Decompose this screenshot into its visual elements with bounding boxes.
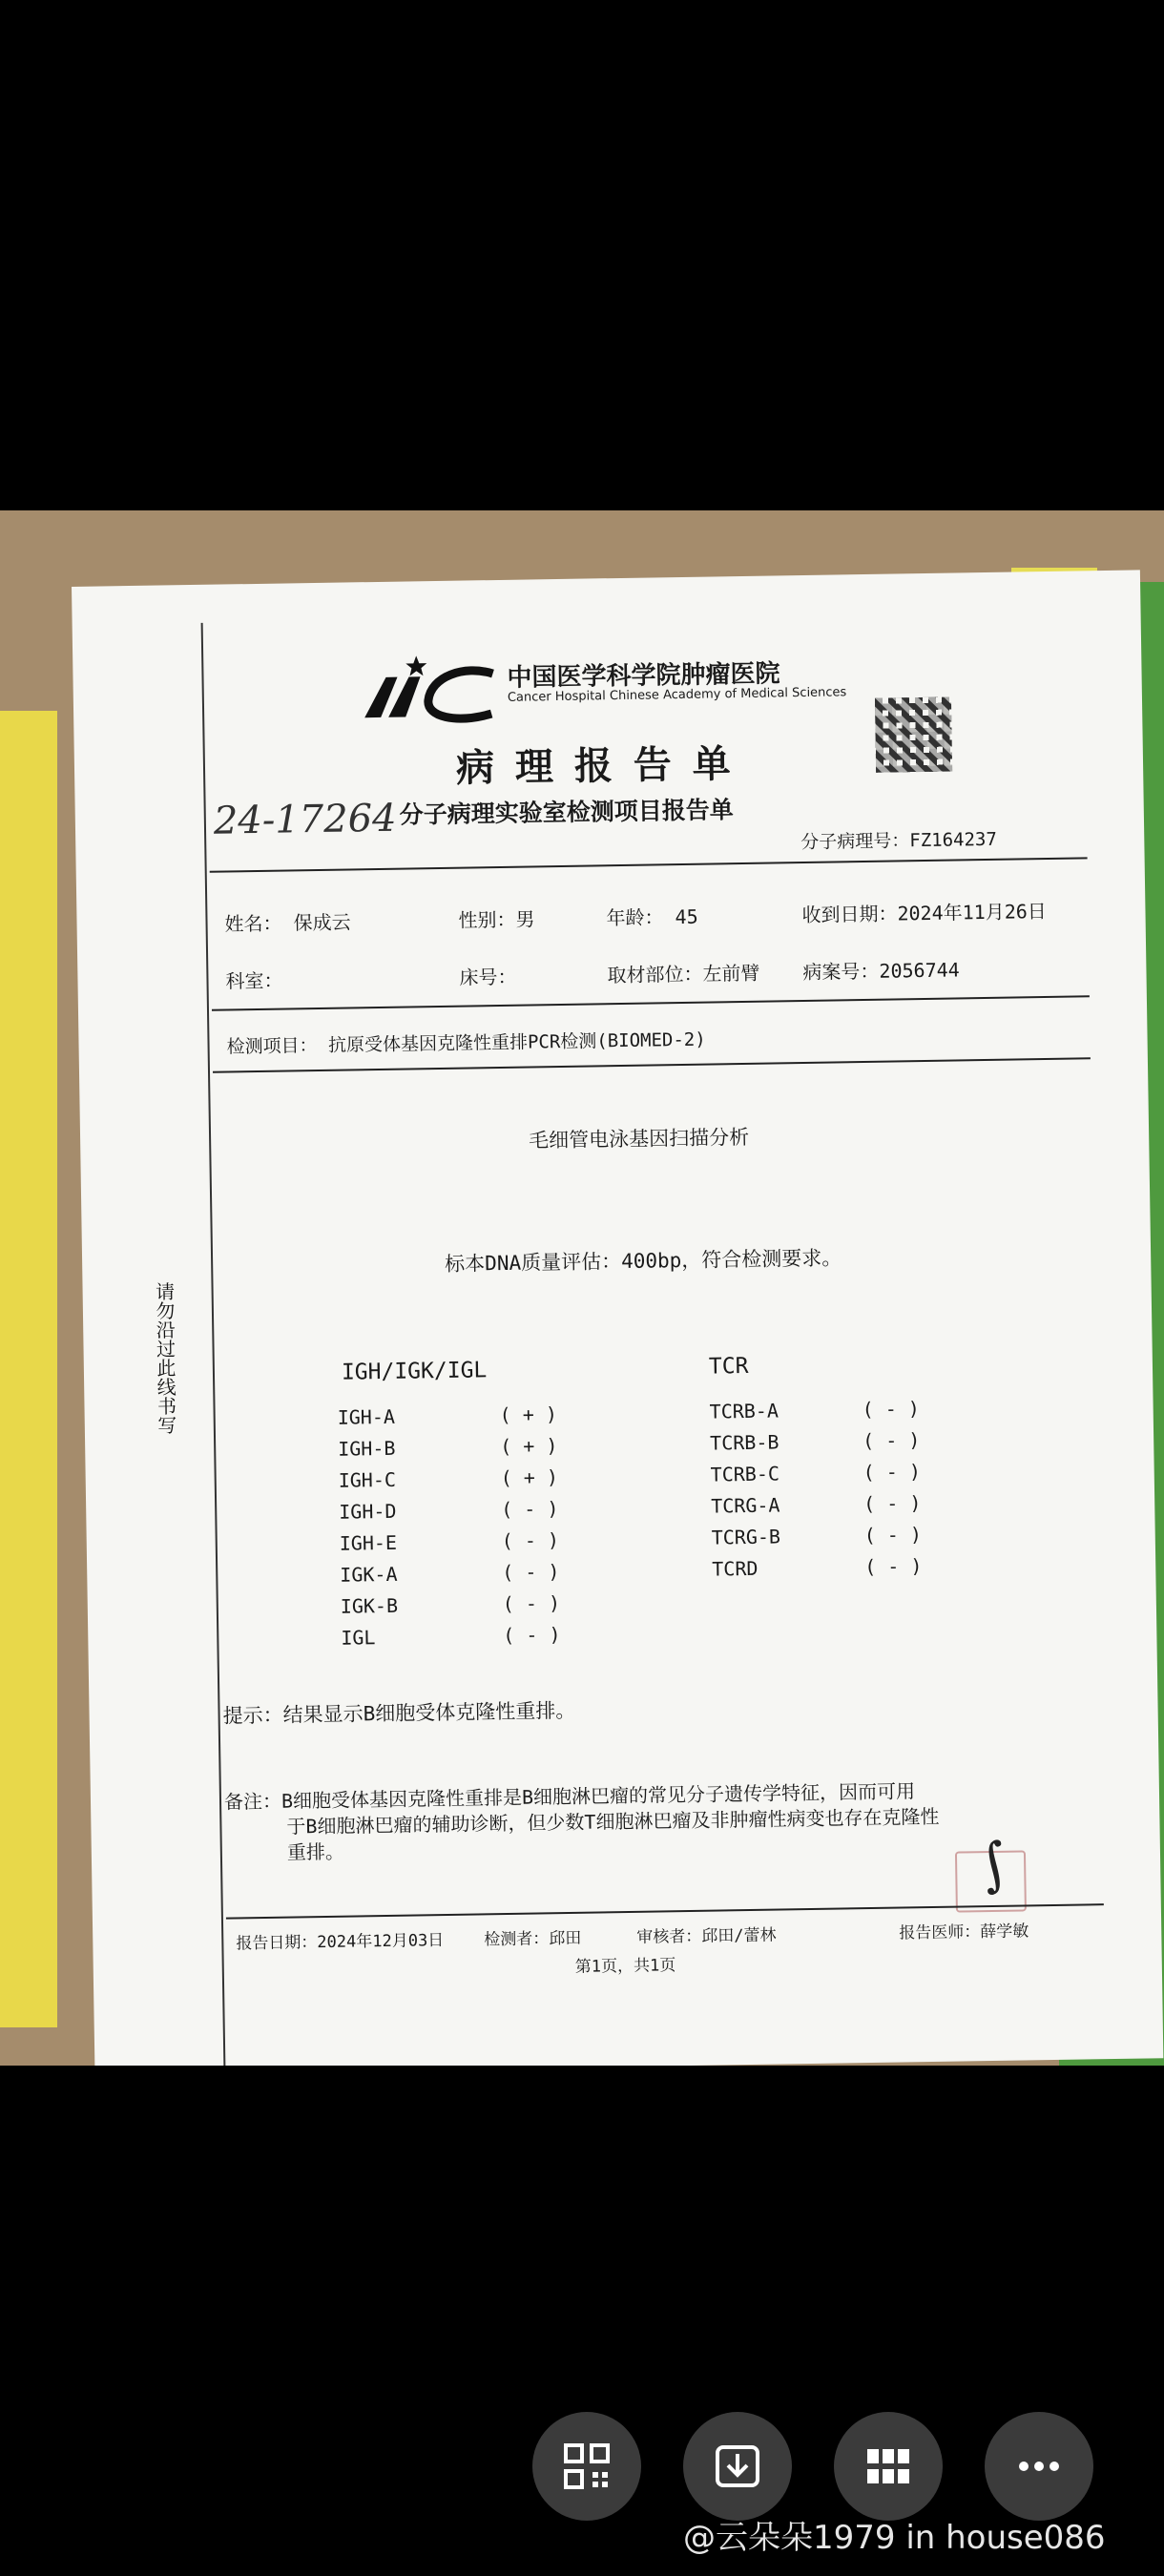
note-line-1: 备注：B细胞受体基因克隆性重排是B细胞淋巴瘤的常见分子遗传学特征，因而可用 [223, 1779, 916, 1814]
grid-icon [862, 2440, 915, 2493]
download-button[interactable] [683, 2412, 792, 2521]
more-button[interactable] [985, 2412, 1093, 2521]
gene-name: IGH-C [338, 1467, 397, 1492]
gene-name: TCRG-A [711, 1493, 780, 1518]
grid-button[interactable] [834, 2412, 943, 2521]
gene-name: IGH-D [339, 1499, 397, 1524]
received-date: 收到日期：2024年11月26日 [801, 899, 1047, 927]
gene-name: TCRG-B [711, 1525, 781, 1549]
gene-name: IGK-B [340, 1593, 399, 1618]
gene-result: ( - ) [863, 1491, 922, 1516]
gene-result: ( - ) [863, 1523, 923, 1548]
page-number: 第1页，共1页 [574, 1956, 676, 1977]
gene-result: ( + ) [499, 1402, 558, 1427]
qr-code-icon [560, 2440, 613, 2493]
gene-name: IGH-A [337, 1404, 396, 1429]
qr-code-button[interactable] [532, 2412, 641, 2521]
gene-result: ( - ) [862, 1397, 921, 1422]
document-photo [0, 510, 1164, 2066]
report-doctor: 报告医师：薛学敏 [899, 1922, 1029, 1943]
watermark: @云朵朵1979 in house086 [683, 2519, 1106, 2557]
gene-result: ( - ) [502, 1591, 561, 1616]
yellow-folder-edge [0, 711, 57, 2027]
divider [212, 995, 1090, 1010]
gene-name: TCRB-A [709, 1399, 779, 1423]
pathology-report [72, 570, 1163, 2066]
method-title: 毛细管电泳基因扫描分析 [528, 1125, 750, 1153]
gene-result: ( + ) [500, 1465, 559, 1490]
sampling-site: 取材部位：左前臂 [607, 961, 760, 987]
bed-number: 床号： [459, 965, 517, 989]
gene-result: ( - ) [501, 1497, 559, 1522]
hospital-name-cn: 中国医学科学院肿瘤医院 [507, 659, 780, 693]
hint-text: 提示：结果显示B细胞受体克隆性重排。 [222, 1698, 576, 1728]
gene-name: IGH-B [338, 1436, 396, 1461]
report-subtitle: 分子病理实验室检测项目报告单 [399, 796, 734, 829]
patient-name: 姓名： 保成云 [224, 910, 351, 936]
dna-quality: 标本DNA质量评估：400bp，符合检测要求。 [445, 1246, 842, 1276]
gene-result: ( - ) [862, 1428, 921, 1453]
gene-name: IGH-E [339, 1530, 398, 1555]
report-title: 病 理 报 告 单 [455, 741, 736, 791]
gene-name: IGL [341, 1626, 376, 1650]
case-number: 病案号：2056744 [802, 958, 960, 985]
department: 科室： [225, 968, 283, 993]
gene-result: ( + ) [500, 1434, 558, 1459]
handwritten-number: 24-17264 [213, 796, 397, 843]
gene-result: ( - ) [863, 1460, 922, 1485]
reviewer: 审核者：邱田/蕾林 [636, 1925, 777, 1947]
gene-result: ( - ) [501, 1528, 560, 1553]
divider [210, 857, 1088, 872]
gene-result: ( - ) [864, 1554, 923, 1579]
ig-header: IGH/IGK/IGL [341, 1358, 488, 1385]
margin-note: 请勿沿过此线书写 [152, 1281, 177, 1435]
divider [213, 1057, 1091, 1072]
doctor-signature: ∫ [970, 1829, 1017, 1900]
gene-name: IGK-A [340, 1562, 398, 1587]
patient-gender: 性别：男 [458, 907, 535, 932]
gene-name: TCRB-C [710, 1462, 780, 1486]
hospital-logo-icon [359, 647, 503, 725]
report-date: 报告日期：2024年12月03日 [236, 1931, 445, 1954]
gene-result: ( - ) [503, 1623, 561, 1648]
test-item: 检测项目： 抗原受体基因克隆性重排PCR检测(BIOMED-2) [226, 1028, 706, 1058]
molecular-pathology-number: 分子病理号：FZ164237 [800, 828, 997, 854]
tcr-header: TCR [708, 1353, 749, 1380]
more-icon [1012, 2440, 1066, 2493]
qr-code-icon [875, 697, 952, 773]
gene-name: TCRB-B [709, 1430, 779, 1455]
patient-age: 年龄： 45 [606, 904, 698, 930]
gene-result: ( - ) [502, 1560, 560, 1585]
hospital-name-en: Cancer Hospital Chinese Academy of Medical Sciences [507, 685, 847, 705]
tester: 检测者：邱田 [484, 1928, 582, 1950]
download-icon [711, 2440, 764, 2493]
gene-name: TCRD [712, 1556, 759, 1581]
note-line-2: 于B细胞淋巴瘤的辅助诊断，但少数T细胞淋巴瘤及非肿瘤性病变也存在克隆性 [286, 1804, 940, 1839]
note-line-3: 重排。 [286, 1839, 345, 1864]
